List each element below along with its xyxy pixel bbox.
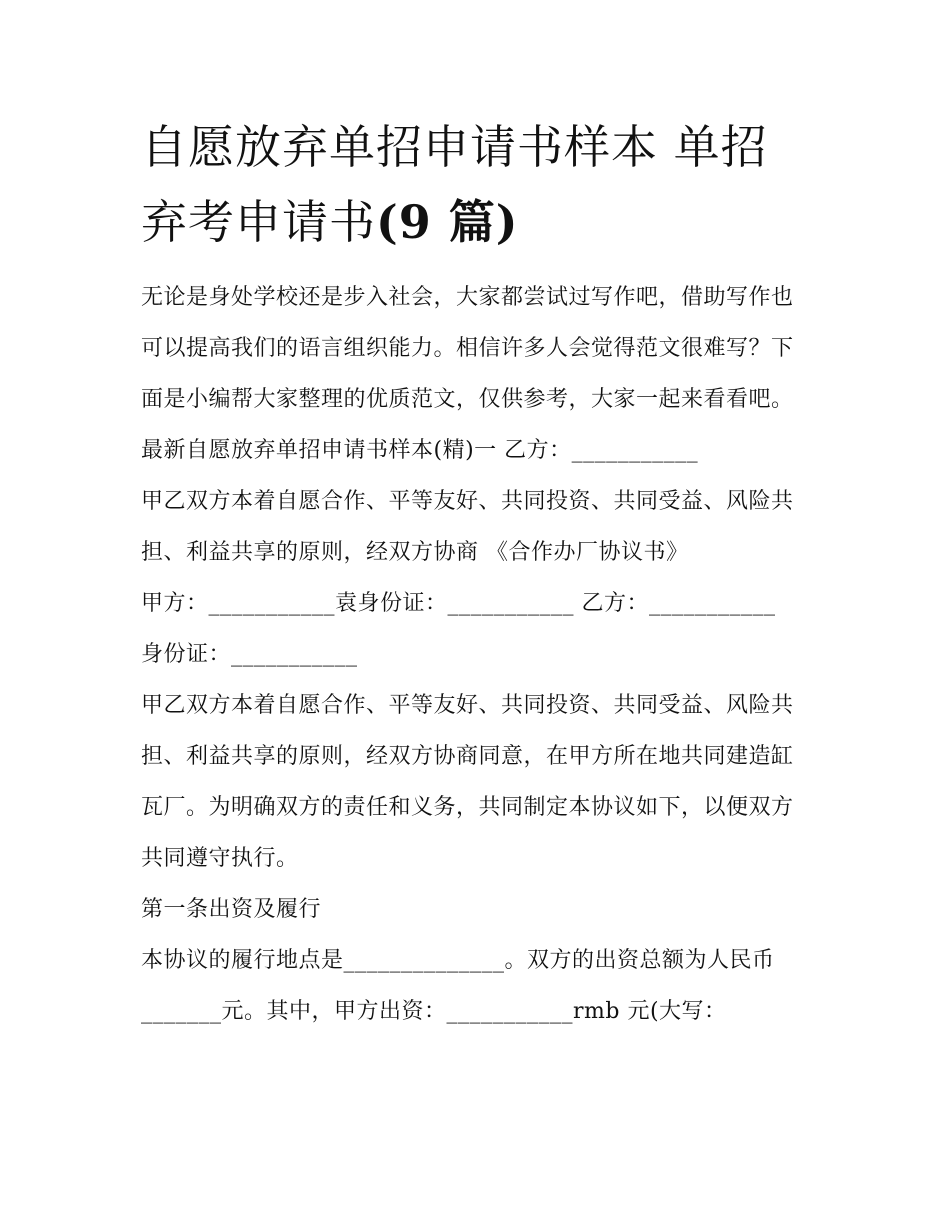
- title-main: 自愿放弃单招申请书样本 单招弃考申请书: [141, 120, 768, 249]
- agreement-principle-paragraph: 甲乙双方本着自愿合作、平等友好、共同投资、共同受益、风险共担、利益共享的原则，经双方协商 《合作办厂协议书》: [141, 489, 794, 565]
- section-heading-sample-one: 最新自愿放弃单招申请书样本(精)一 乙方：___________: [141, 438, 699, 463]
- investment-paragraph: 本协议的履行地点是______________。双方的出资总额为人民币_______元。其中，甲方出资：___________rmb 元(大写：: [141, 948, 775, 1024]
- document-page: [141, 110, 813, 1037]
- id-card-line: 身份证：___________: [141, 642, 358, 667]
- agreement-body-paragraph: 甲乙双方本着自愿合作、平等友好、共同投资、共同受益、风险共担、利益共享的原则，经双方协商同意，在甲方所在地共同建造缸瓦厂。为明确双方的责任和义务，共同制定本协议如下，以便双方共同遵守执行。: [141, 693, 794, 871]
- document-title: [141, 110, 813, 260]
- article-one-heading: 第一条出资及履行: [141, 897, 322, 922]
- intro-paragraph: 无论是身处学校还是步入社会，大家都尝试过写作吧，借助写作也可以提高我们的语言组织能力。相信许多人会觉得范文很难写？下面是小编帮大家整理的优质范文，仅供参考，大家一起来看看吧。: [141, 285, 794, 412]
- party-info-line: 甲方：___________袁身份证：___________ 乙方：___________: [141, 591, 776, 616]
- title-suffix: (9 篇): [376, 195, 519, 249]
